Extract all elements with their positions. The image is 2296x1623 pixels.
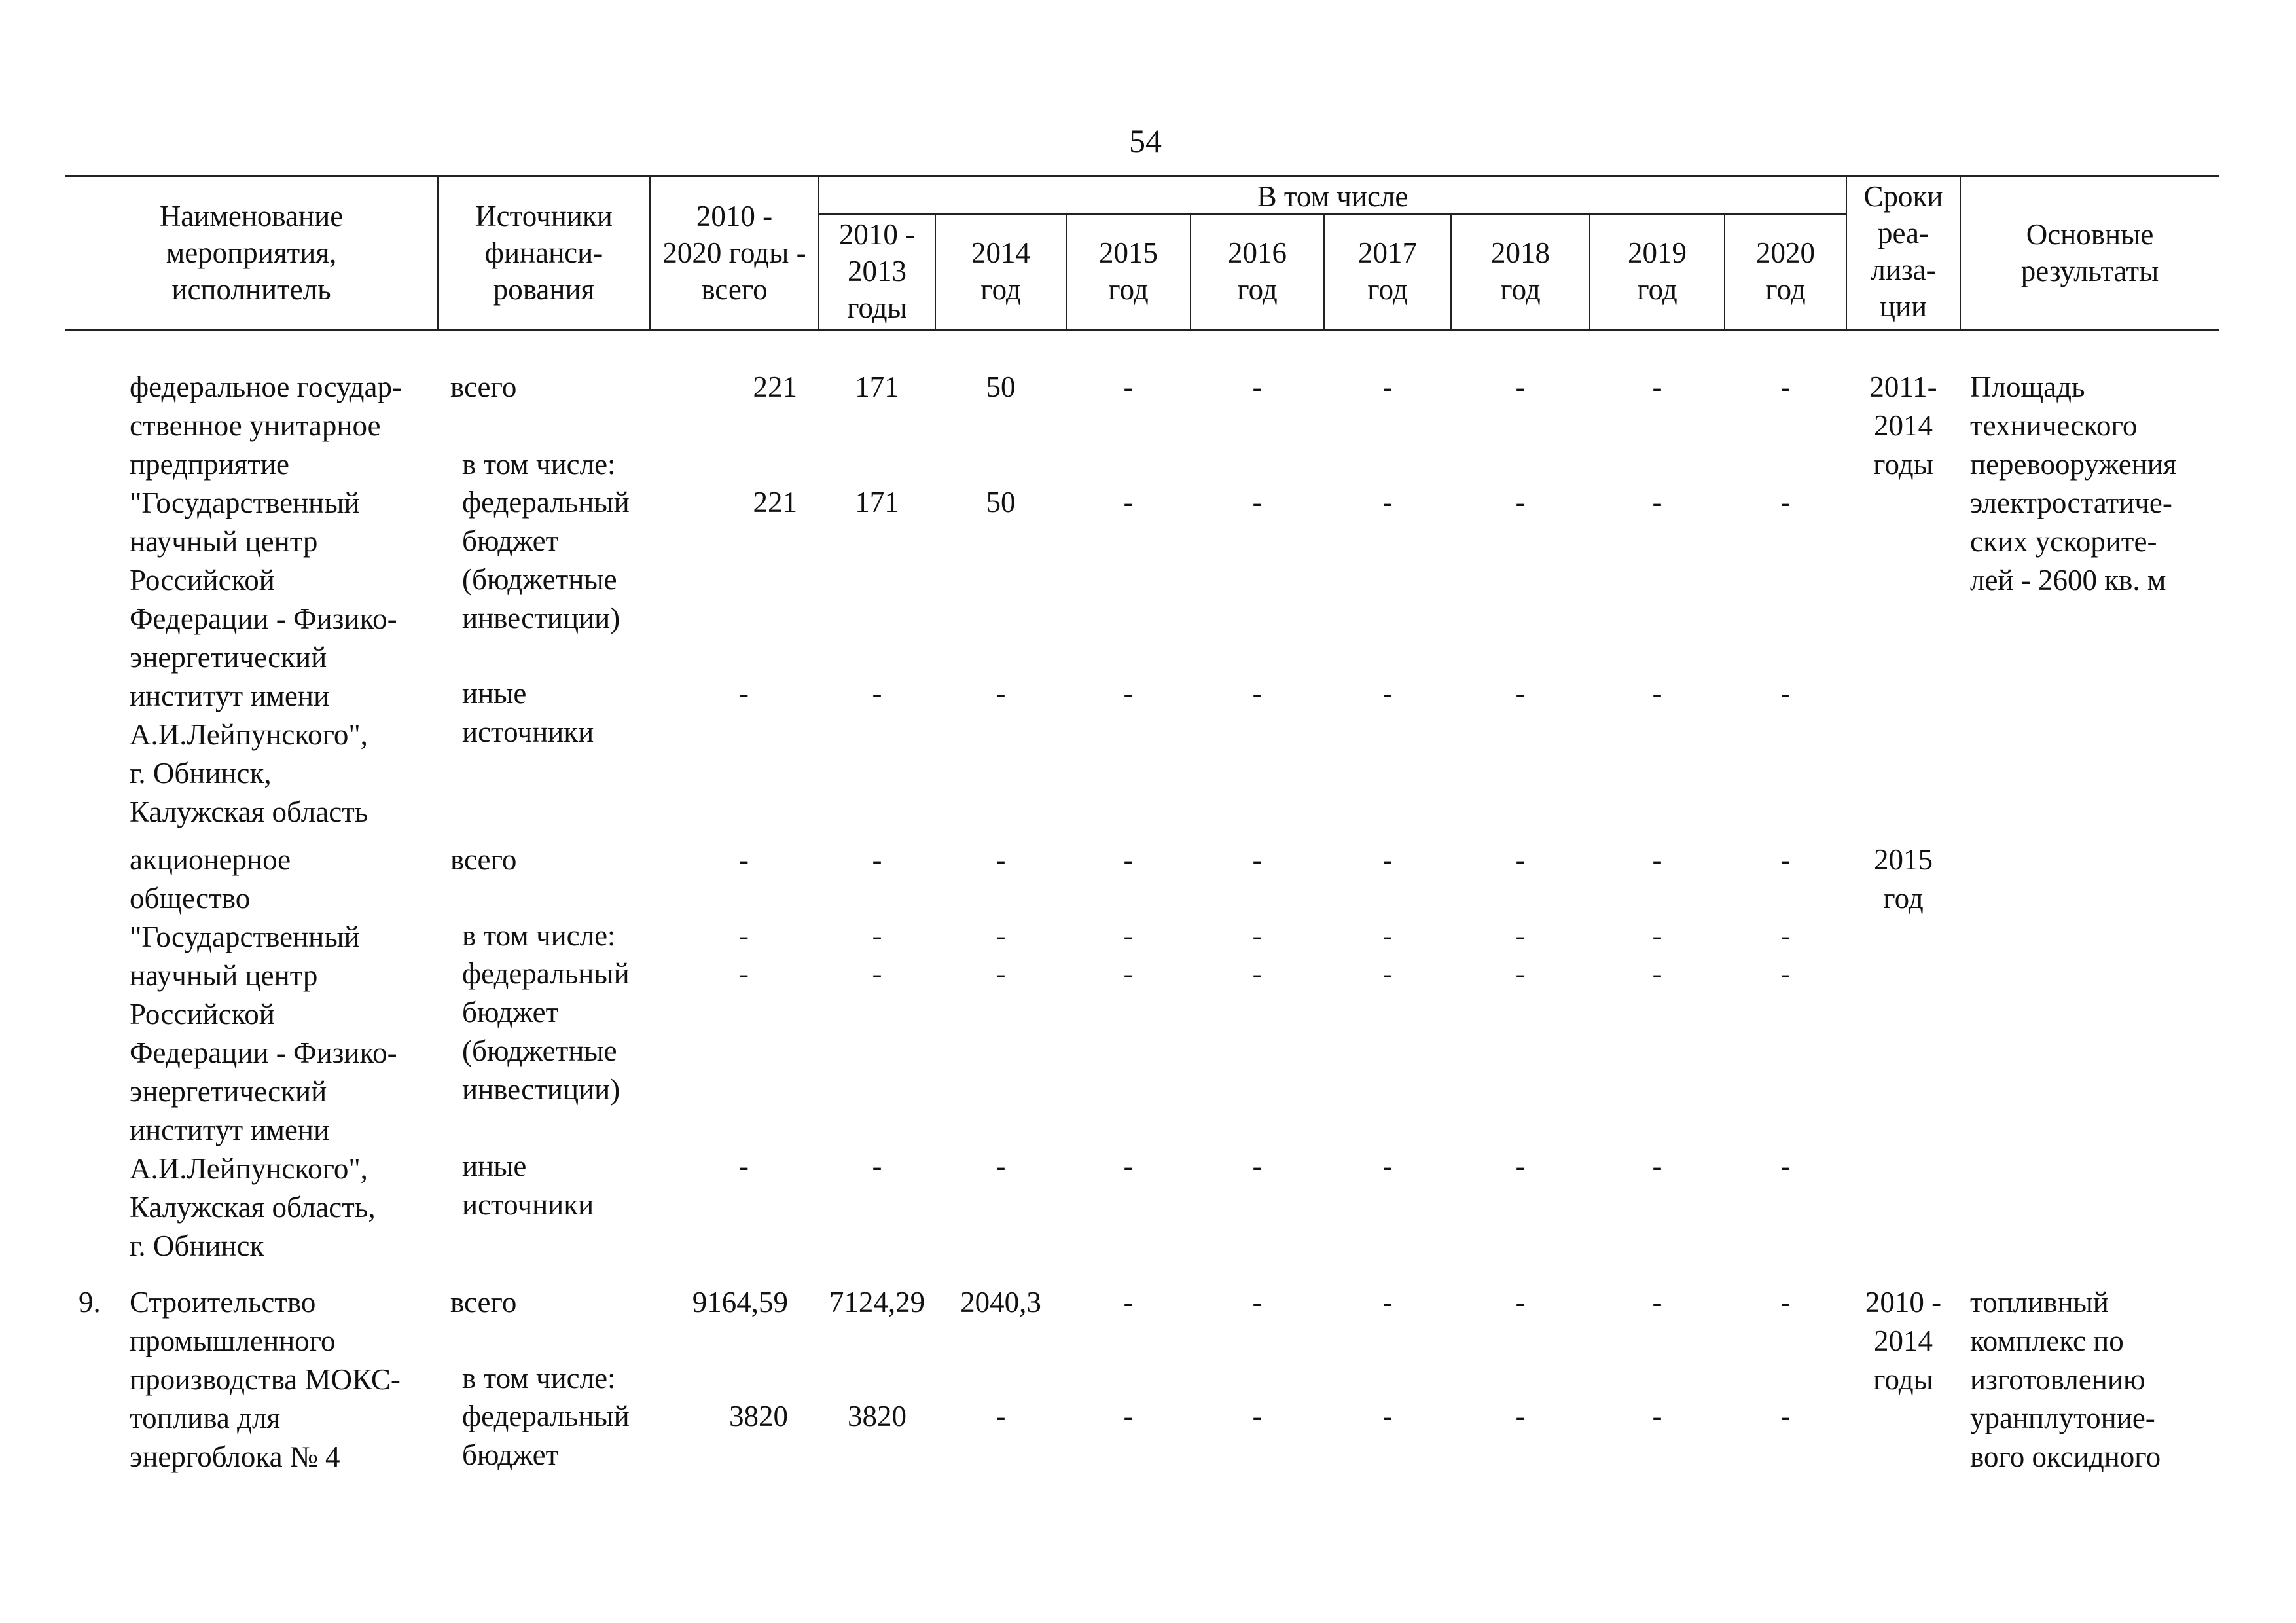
header-name: Наименование мероприятия, исполнитель (159, 200, 344, 306)
header-bottom-rule (65, 329, 2219, 331)
header-2010-2013: 2010 - 2013 годы (838, 218, 916, 324)
value: - (1780, 957, 1791, 990)
value: - (1652, 1286, 1662, 1319)
value: - (1382, 1286, 1393, 1319)
value: - (1382, 1150, 1393, 1182)
value: - (996, 1400, 1006, 1432)
value: - (1652, 843, 1662, 876)
value: - (1515, 1286, 1526, 1319)
event-name: Строительство промышленного производства МОКС- топлива для энергоблока № 4 (130, 1286, 401, 1473)
source-other-label: иные источники (462, 1150, 594, 1221)
value: - (1780, 919, 1791, 952)
value: - (1123, 919, 1134, 952)
value: - (739, 843, 749, 876)
value: - (1252, 1150, 1263, 1182)
value: - (1252, 1400, 1263, 1432)
value: - (1123, 957, 1134, 990)
implementation-terms: 2011- 2014 годы (1869, 371, 1937, 481)
header-2020: 2020 год (1756, 236, 1815, 306)
value: - (996, 957, 1006, 990)
value: - (1123, 371, 1134, 403)
value: - (1780, 1150, 1791, 1182)
header-2015: 2015 год (1099, 236, 1158, 306)
header-2017: 2017 год (1358, 236, 1417, 306)
header-results: Основные результаты (2020, 218, 2159, 287)
page-number: 54 (1129, 122, 1162, 159)
value: - (1123, 486, 1134, 519)
value: - (996, 1150, 1006, 1182)
value: - (1382, 677, 1393, 710)
value: - (1252, 486, 1263, 519)
value: - (1252, 843, 1263, 876)
value: - (1780, 843, 1791, 876)
value: - (1382, 486, 1393, 519)
value: - (1652, 1400, 1662, 1432)
value: 3820 (729, 1400, 788, 1432)
value: - (1123, 1400, 1134, 1432)
value: - (1252, 677, 1263, 710)
value: - (1780, 371, 1791, 403)
source-including-label: в том числе: (462, 1362, 616, 1395)
value: - (1382, 1400, 1393, 1432)
value: - (1515, 1150, 1526, 1182)
value: - (1780, 677, 1791, 710)
value: - (1652, 677, 1662, 710)
value: - (1652, 919, 1662, 952)
main-results: Площадь технического перевооружения электростатиче- ских ускорите- лей - 2600 кв. м (1970, 371, 2177, 596)
value: 221 (753, 371, 797, 403)
value: 2040,3 (960, 1286, 1041, 1319)
source-total-label: всего (450, 371, 517, 403)
value: - (1515, 957, 1526, 990)
value: - (1652, 486, 1662, 519)
header-including: В том числе (1257, 180, 1408, 213)
source-other-label: иные источники (462, 677, 594, 748)
value: - (1515, 677, 1526, 710)
value: - (1123, 843, 1134, 876)
source-federal-label: федеральный бюджет (бюджетные инвестиции) (462, 486, 630, 634)
value: 50 (986, 486, 1016, 519)
source-federal-label: федеральный бюджет (бюджетные инвестиции) (462, 957, 630, 1106)
value: - (1252, 957, 1263, 990)
value: - (1515, 843, 1526, 876)
value: - (739, 1150, 749, 1182)
source-total-label: всего (450, 843, 517, 876)
source-including-label: в том числе: (462, 448, 616, 481)
value: - (1780, 1286, 1791, 1319)
header-2016: 2016 год (1228, 236, 1287, 306)
value: - (996, 677, 1006, 710)
value: - (1652, 371, 1662, 403)
value: 171 (855, 371, 899, 403)
value: 171 (855, 486, 899, 519)
value: - (1382, 919, 1393, 952)
value: - (1780, 486, 1791, 519)
header-2019: 2019 год (1628, 236, 1687, 306)
value: - (1382, 371, 1393, 403)
header-2018: 2018 год (1491, 236, 1550, 306)
value: - (872, 919, 882, 952)
value: - (1123, 1286, 1134, 1319)
header-sources: Источники финанси- рования (475, 200, 613, 306)
value: - (872, 843, 882, 876)
value: - (739, 957, 749, 990)
source-including-label: в том числе: (462, 919, 616, 952)
value: 9164,59 (692, 1286, 788, 1319)
value: - (872, 677, 882, 710)
value: - (1252, 1286, 1263, 1319)
value: 7124,29 (829, 1286, 925, 1319)
item-number: 9. (79, 1286, 101, 1319)
main-results: топливный комплекс по изготовлению уранплутоние- вого оксидного (1970, 1286, 2161, 1473)
value: - (1382, 957, 1393, 990)
value: - (1123, 1150, 1134, 1182)
executor-name: федеральное государ- ственное унитарное предприятие "Государственный научный центр Российской Федерации - Физико- энергетический институт имени А.И.Лейпунского", г. Обнинск, Калужская область (130, 371, 402, 828)
value: - (1515, 371, 1526, 403)
value: - (1515, 1400, 1526, 1432)
value: - (1515, 486, 1526, 519)
value: - (1123, 677, 1134, 710)
implementation-terms: 2015 год (1874, 843, 1933, 915)
value: - (996, 843, 1006, 876)
value: - (1515, 919, 1526, 952)
source-total-label: всего (450, 1286, 517, 1319)
value: - (872, 957, 882, 990)
value: - (1652, 957, 1662, 990)
value: - (1382, 843, 1393, 876)
value: - (1252, 371, 1263, 403)
header-top-rule (65, 175, 2219, 177)
value: - (739, 919, 749, 952)
header-2014: 2014 год (971, 236, 1030, 306)
value: - (739, 677, 749, 710)
value: - (1252, 919, 1263, 952)
executor-name: акционерное общество "Государственный научный центр Российской Федерации - Физико- энергетический институт имени А.И.Лейпунского", Калужская область, г. Обнинск (130, 843, 397, 1262)
value: 221 (753, 486, 797, 519)
source-federal-label: федеральный бюджет (462, 1400, 630, 1471)
value: 50 (986, 371, 1016, 403)
value: 3820 (848, 1400, 906, 1432)
header-terms: Сроки реа- лиза- ции (1863, 180, 1943, 323)
value: - (1652, 1150, 1662, 1182)
value: - (1780, 1400, 1791, 1432)
header-total: 2010 - 2020 годы - всего (662, 200, 806, 306)
value: - (996, 919, 1006, 952)
value: - (872, 1150, 882, 1182)
implementation-terms: 2010 - 2014 годы (1865, 1286, 1942, 1396)
